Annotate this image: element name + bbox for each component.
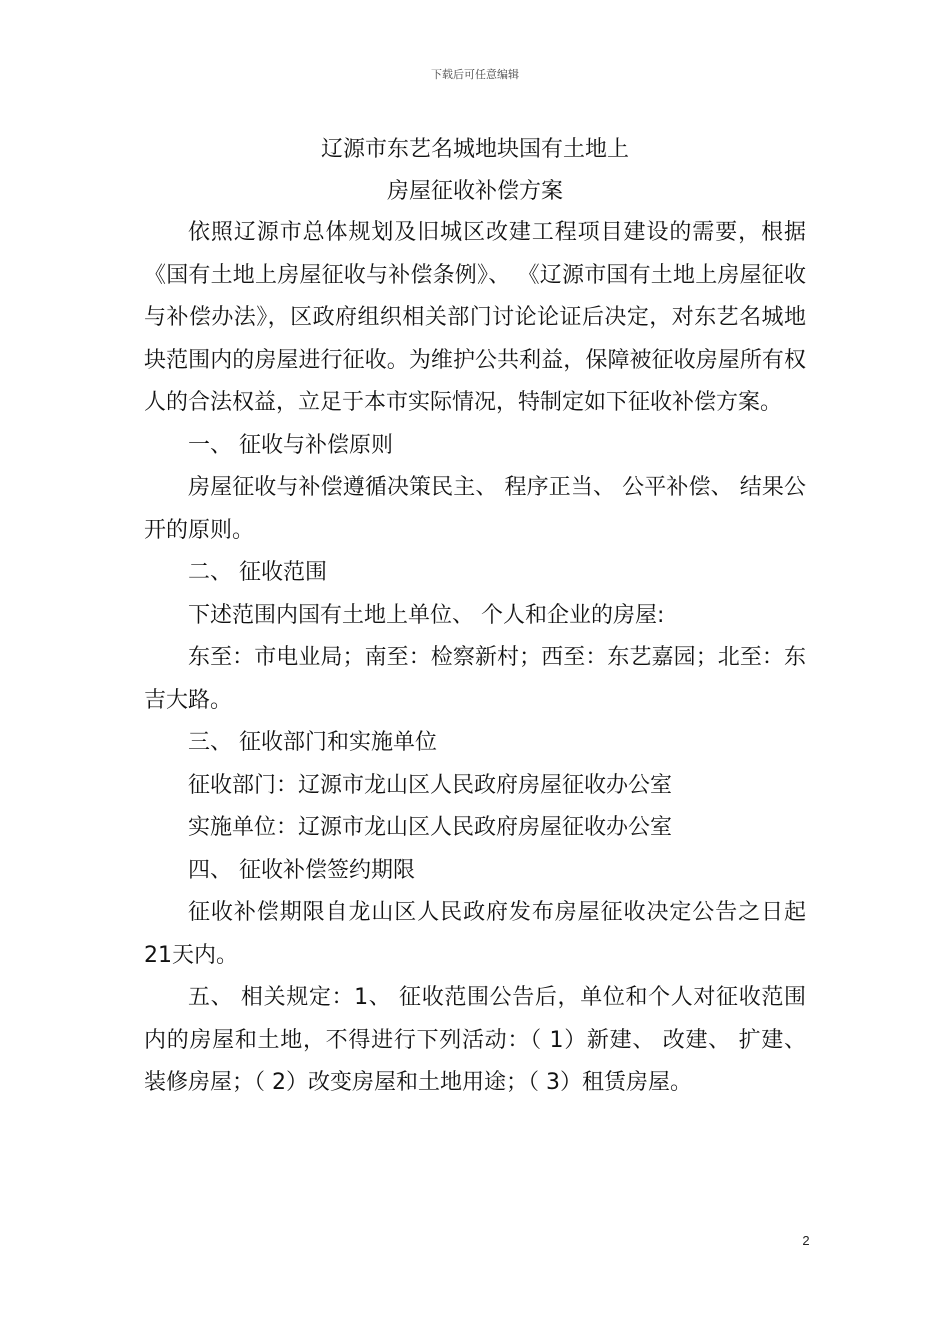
paragraph-scope: 下述范围内国有土地上单位、 个人和企业的房屋:	[188, 602, 665, 628]
paragraph-department: 征收部门：辽源市龙山区人民政府房屋征收办公室	[188, 772, 673, 798]
paragraph-boundaries: 东至：市电业局；南至：检察新村；西至：东艺嘉园；北至：东吉大路。	[144, 645, 806, 713]
section-heading-1: 一、 征收与补偿原则	[188, 432, 393, 458]
section-heading-3: 三、 征收部门和实施单位	[188, 730, 437, 755]
document-title-line-2: 房屋征收补偿方案	[386, 179, 563, 204]
section-heading-2: 二、 征收范围	[188, 560, 327, 585]
document-body	[144, 212, 806, 1105]
paragraph-regulations: 五、 相关规定：1、 征收范围公告后，单位和个人对征收范围内的房屋和土地，不得进行下列活动：（ 1）新建、 改建、 扩建、 装修房屋；（ 2）改变房屋和土地用途；（ 3）租赁房屋。	[144, 985, 806, 1095]
section-heading-4: 四、 征收补偿签约期限	[188, 857, 415, 883]
paragraph-principles: 房屋征收与补偿遵循决策民主、 程序正当、 公平补偿、 结果公开的原则。	[144, 475, 806, 543]
paragraph-deadline: 征收补偿期限自龙山区人民政府发布房屋征收决定公告之日起21天内。	[144, 900, 806, 968]
paragraph-implementer: 实施单位：辽源市龙山区人民政府房屋征收办公室	[188, 815, 673, 840]
page-number: 2	[802, 1233, 810, 1248]
document-title-line-1: 辽源市东艺名城地块国有土地上	[320, 137, 629, 162]
header-note: 下载后可任意编辑	[431, 68, 519, 81]
paragraph-intro: 依照辽源市总体规划及旧城区改建工程项目建设的需要，根据《国有土地上房屋征收与补偿条例》、 《辽源市国有土地上房屋征收与补偿办法》，区政府组织相关部门讨论论证后决定，对东艺名城地块范围内的房屋进行征收。为维护公共利益，保障被征收房屋所有权人的合法权益，立足于本市实际情况，特制定如下征收补偿方案。	[144, 220, 806, 415]
